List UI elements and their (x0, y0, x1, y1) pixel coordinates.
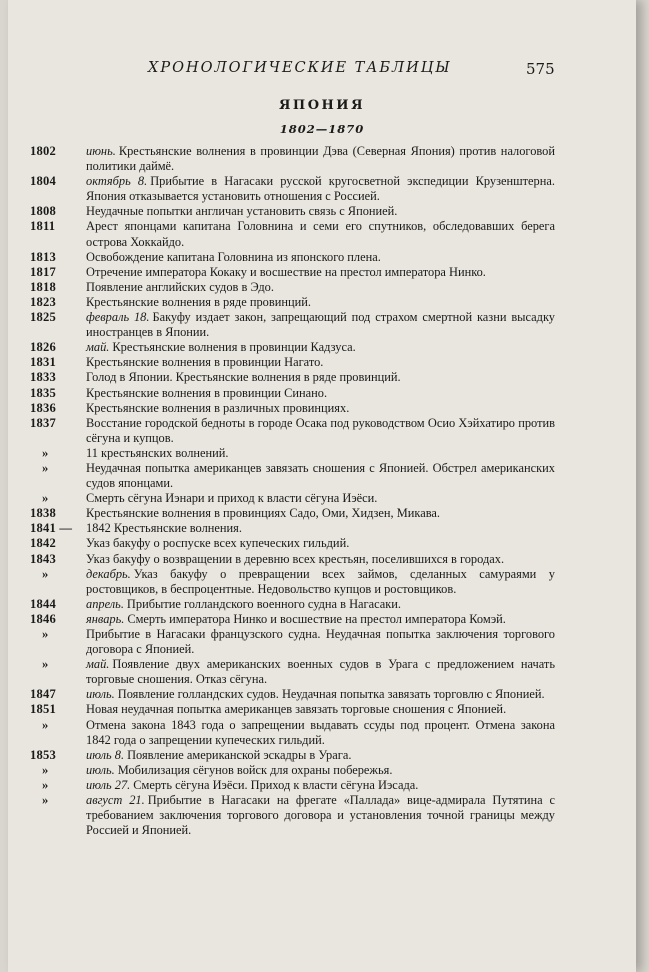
entry-year: » (42, 627, 49, 641)
entry-body: Смерть сёгуна Иэнари и приход к власти сёгуна Иэёси. (86, 491, 378, 506)
entry-body: Смерть императора Нинко и восшествие на престол императора Комэй. (127, 611, 506, 626)
running-head (8, 60, 636, 80)
entry-body: Смерть сёгуна Иэёси. Приход к власти сёгуна Иэсада. (133, 777, 419, 792)
entry-text (86, 657, 555, 687)
chronology-entry (30, 219, 555, 249)
entry-body: Крестьянские волнения в ряде провинций. (86, 294, 311, 309)
entry-text (86, 355, 555, 370)
entry-text (86, 265, 555, 280)
entry-text (86, 597, 555, 612)
entry-text (86, 401, 555, 416)
chronology-entry (30, 597, 555, 612)
chronology-entry (30, 687, 555, 702)
entry-body: Бакуфу издает закон, запрещающий под страхом смертной казни высадку иностранцев в Японии. (86, 310, 555, 340)
chronology-entry (30, 446, 555, 461)
entry-year: 1826 (30, 340, 56, 355)
entry-body: Появление английских судов в Эдо. (86, 279, 274, 294)
book-page (8, 0, 636, 972)
entry-year: 1802 (30, 144, 56, 158)
entry-date: июль. (86, 687, 115, 702)
entry-year: 1837 (30, 415, 56, 430)
entry-body: 1842 Крестьянские волнения. (86, 521, 242, 536)
entry-date: май. (86, 340, 110, 355)
chronology-entry (30, 763, 555, 778)
entry-date: июль 27. (86, 777, 131, 792)
entry-text (86, 461, 555, 491)
entry-text (86, 491, 555, 506)
entry-body: Арест японцами капитана Головнина и семи его спутников, обследовавших берега острова Хоккайдо. (86, 219, 555, 249)
entry-year: » (42, 717, 49, 732)
entry-body: Неудачные попытки англичан установить связь с Японией. (86, 204, 398, 219)
entry-date: июнь. (86, 144, 116, 158)
entry-body: Появление двух американских военных судов в Урага с предложением начать торговые сношения. Отказ сёгуна. (86, 657, 555, 687)
entry-body: Указ бакуфу о роспуске всех купеческих гильдий. (86, 536, 350, 551)
chronology-entry (30, 386, 555, 401)
entry-text (86, 219, 555, 249)
entry-year: 1841 — (30, 521, 73, 536)
entry-body: Прибытие в Нагасаки русской кругосветной экспедиции Крузенштерна. Япония отказывается установить отношения с Россией. (86, 174, 555, 204)
entry-date: декабрь. (86, 566, 131, 581)
entry-text (86, 612, 555, 627)
chronology-entry (30, 506, 555, 521)
chronology-entry (30, 250, 555, 265)
entry-body: Указ бакуфу о превращении всех займов, сделанных самураями у ростовщиков, в беспроцентные. Недовольство купцов и ростовщиков. (86, 566, 555, 596)
entry-date: февраль 18. (86, 310, 150, 325)
entry-text (86, 778, 555, 793)
entry-date: июль. (86, 762, 115, 777)
entry-text (86, 416, 555, 446)
chronology-entry (30, 718, 555, 748)
chronology-list (30, 144, 555, 838)
entry-body: Указ бакуфу о возвращении в деревню всех крестьян, поселившихся в городах. (86, 551, 505, 566)
entry-body: Мобилизация сёгунов войск для охраны побережья. (117, 762, 393, 777)
chronology-entry (30, 627, 555, 657)
entry-text (86, 280, 555, 295)
entry-year: 1808 (30, 204, 56, 219)
entry-text (86, 446, 555, 461)
entry-body: Голод в Японии. Крестьянские волнения в ряде провинций. (86, 370, 401, 385)
chronology-entry (30, 416, 555, 446)
entry-text (86, 748, 555, 763)
entry-date: январь. (86, 611, 125, 626)
entry-year: 1838 (30, 506, 56, 521)
entry-year: » (42, 445, 49, 460)
chronology-entry (30, 280, 555, 295)
entry-text (86, 536, 555, 551)
entry-text (86, 552, 555, 567)
entry-year: 1804 (30, 174, 56, 189)
entry-date: июль 8. (86, 747, 125, 762)
entry-text (86, 310, 555, 340)
chronology-entry (30, 340, 555, 355)
entry-text (86, 506, 555, 521)
entry-text (86, 370, 555, 385)
entry-year: 1843 (30, 551, 56, 566)
entry-text (86, 702, 555, 717)
entry-year: » (42, 777, 49, 792)
chronology-entry (30, 144, 555, 174)
entry-text (86, 718, 555, 748)
chronology-entry (30, 310, 555, 340)
entry-year: 1817 (30, 264, 56, 279)
chronology-entry (30, 355, 555, 370)
entry-text (86, 567, 555, 597)
chronology-entry (30, 778, 555, 793)
section-title: ЯПОНИЯ (278, 98, 366, 113)
entry-body: Крестьянские волнения в различных провинциях. (86, 400, 350, 415)
entry-date: август 21. (86, 793, 145, 808)
entry-body: Отречение императора Кокаку и восшествие на престол императора Нинко. (86, 264, 486, 279)
chronology-entry (30, 204, 555, 219)
entry-body: Появление голландских судов. Неудачная попытка завязать торговлю с Японией. (117, 687, 545, 702)
entry-body: Восстание городской бедноты в городе Осака под руководством Осио Хэйхатиро против сёгуна и купцов. (86, 415, 555, 445)
entry-year: 1847 (30, 687, 56, 702)
running-title: ХРОНОЛОГИЧЕСКИЕ ТАБЛИЦЫ (148, 60, 452, 76)
entry-body: Прибытие в Нагасаки на фрегате «Паллада» вице-адмирала Путятина с требованием заключения торгового договора и установления точной границы между Россией и Японией. (86, 793, 556, 838)
chronology-entry (30, 265, 555, 280)
entry-body: Неудачная попытка американцев завязать сношения с Японией. Обстрел американских судов японцами. (86, 460, 555, 491)
entry-year: 1846 (30, 611, 56, 626)
entry-year: » (42, 793, 49, 808)
chronology-entry (30, 174, 555, 204)
chronology-entry (30, 748, 555, 763)
chronology-entry (30, 461, 555, 491)
entry-body: Отмена закона 1843 года о запрещении выдавать ссуды под процент. Отмена закона 1842 года о запрещении купеческих гильдий. (86, 717, 555, 747)
entry-year: 1851 (30, 702, 56, 717)
entry-body: 11 крестьянских волнений. (86, 445, 229, 460)
entry-year: 1825 (30, 310, 56, 325)
entry-year: 1836 (30, 400, 56, 415)
entry-text (86, 144, 555, 174)
entry-year: 1853 (30, 747, 56, 762)
chronology-entry (30, 567, 555, 597)
chronology-entry (30, 702, 555, 717)
entry-text (86, 521, 555, 536)
entry-text (86, 174, 555, 204)
section-years: 1802—1870 (279, 122, 365, 136)
entry-body: Освобождение капитана Головнина из японского плена. (86, 249, 381, 264)
entry-body: Новая неудачная попытка американцев завязать торговые сношения с Японией. (86, 702, 507, 717)
entry-body: Крестьянские волнения в провинции Дэва (Северная Япония) против налоговой политики даймё. (86, 144, 555, 174)
entry-date: октябрь 8. (86, 174, 148, 189)
entry-date: апрель. (86, 596, 124, 611)
entry-year: 1844 (30, 596, 56, 611)
entry-year: » (42, 762, 49, 777)
entry-text (86, 793, 555, 838)
entry-year: » (42, 566, 49, 581)
chronology-entry (30, 521, 555, 536)
chronology-entry (30, 536, 555, 551)
entry-text (86, 250, 555, 265)
entry-year: » (42, 491, 49, 506)
chronology-entry (30, 793, 555, 838)
entry-year: 1835 (30, 385, 56, 400)
entry-body: Прибытие в Нагасаки французского судна. Неудачная попытка заключения торгового договора с Японией. (86, 627, 555, 657)
chronology-entry (30, 401, 555, 416)
entry-year: 1823 (30, 294, 56, 309)
entry-year: 1811 (30, 219, 56, 234)
entry-text (86, 386, 555, 401)
entry-body: Крестьянские волнения в провинциях Садо, Оми, Хидзен, Микава. (86, 506, 441, 521)
entry-year: » (42, 460, 49, 475)
entry-year: 1813 (30, 249, 56, 264)
entry-text (86, 204, 555, 219)
entry-text (86, 687, 555, 702)
chronology-entry (30, 370, 555, 385)
entry-text (86, 295, 555, 310)
entry-year: 1833 (30, 370, 56, 385)
page-number: 575 (526, 60, 555, 78)
chronology-entry (30, 491, 555, 506)
chronology-entry (30, 295, 555, 310)
entry-text (86, 627, 555, 657)
entry-body: Прибытие голландского военного судна в Нагасаки. (126, 596, 402, 611)
entry-body: Крестьянские волнения в провинции Кадзуса. (112, 340, 356, 355)
entry-year: 1831 (30, 355, 56, 370)
entry-text (86, 763, 555, 778)
chronology-entry (30, 612, 555, 627)
entry-year: » (42, 657, 49, 672)
chronology-entry (30, 552, 555, 567)
entry-year: 1842 (30, 536, 56, 551)
entry-body: Появление американской эскадры в Урага. (127, 747, 352, 762)
entry-body: Крестьянские волнения в провинции Нагато. (86, 355, 324, 370)
chronology-entry (30, 657, 555, 687)
entry-body: Крестьянские волнения в провинции Синано. (86, 385, 328, 400)
entry-text (86, 340, 555, 355)
entry-date: май. (86, 657, 110, 672)
entry-year: 1818 (30, 279, 56, 294)
